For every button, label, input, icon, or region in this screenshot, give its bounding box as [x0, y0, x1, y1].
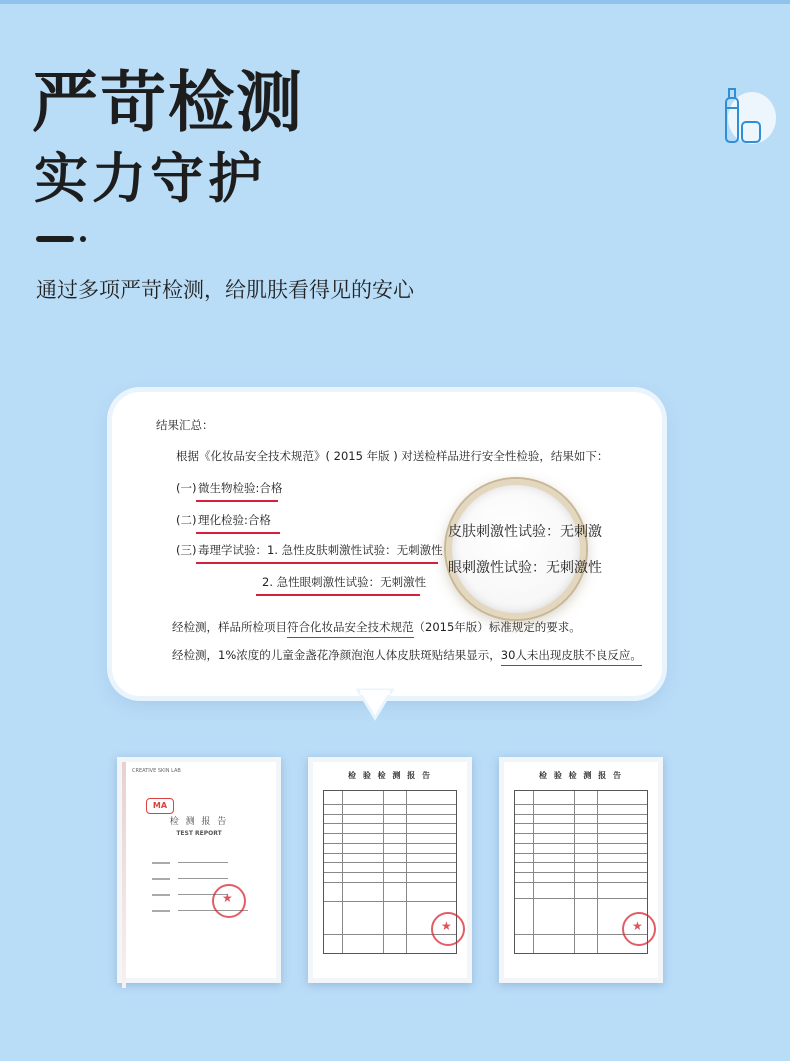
report-title: 检 验 检 测 报 告 — [348, 771, 432, 780]
magnifier-lens — [446, 479, 602, 619]
summary-intro: 根据《化妆品安全技术规范》( 2015 年版 ) 对送检样品进行安全性检验，结果如下： — [176, 449, 609, 463]
underline — [196, 532, 280, 534]
underline — [196, 500, 278, 502]
result-item-microbe: 微生物检验:合格 — [198, 481, 283, 495]
top-border — [0, 0, 790, 4]
red-seal-stamp — [431, 912, 465, 946]
page-title: 严苛检测 — [32, 64, 304, 141]
tagline: 通过多项严苛检测，给肌肤看得见的安心 — [36, 278, 414, 302]
result-item-prefix: (三) — [176, 543, 197, 557]
title-divider-dash — [36, 236, 74, 242]
result-item-physchem: 理化检验:合格 — [198, 513, 271, 527]
magnified-text-eye: 眼刺激性试验：无刺激性 — [448, 560, 602, 576]
result-item-prefix: (一) — [176, 481, 197, 495]
page-subtitle: 实力守护 — [34, 147, 266, 210]
report-title-en: TEST REPORT — [176, 830, 222, 837]
bubble-tail — [358, 690, 392, 720]
result-item-eye: 2. 急性眼刺激性试验：无刺激性 — [262, 575, 427, 589]
result-item-toxicology: 毒理学试验：1. 急性皮肤刺激性试验：无刺激性 — [198, 543, 443, 557]
report-title: 检 验 检 测 报 告 — [539, 771, 623, 780]
bottle-and-jar-icon — [718, 84, 776, 148]
conclusion-patch-highlight: 30人未出现皮肤不良反应。 — [501, 648, 642, 666]
conclusion-standard-highlight: 符合化妆品安全技术规范 — [287, 620, 414, 638]
title-divider-dot — [80, 236, 86, 242]
conclusion-patch-test: 经检测，1%浓度的儿童金盏花净颜泡泡人体皮肤斑贴结果显示，30人未出现皮肤不良反应。 — [172, 650, 642, 662]
report-document-cover — [117, 757, 281, 983]
red-seal-stamp — [212, 884, 246, 918]
magnified-text-skin: 皮肤刺激性试验：无刺激 — [448, 524, 602, 540]
cma-logo: MA — [146, 798, 174, 814]
conclusion-standard: 经检测，样品所检项目符合化妆品安全技术规范（2015年版）标准规定的要求。 — [172, 622, 581, 634]
report-document-table-2 — [499, 757, 663, 983]
summary-heading: 结果汇总： — [156, 418, 214, 432]
report-title: 检 测 报 告 — [169, 817, 229, 827]
lab-name: CREATIVE SKIN LAB — [132, 768, 181, 774]
underline — [256, 594, 420, 596]
underline — [196, 562, 438, 564]
result-item-prefix: (二) — [176, 513, 197, 527]
report-document-table-1 — [308, 757, 472, 983]
red-seal-stamp — [622, 912, 656, 946]
